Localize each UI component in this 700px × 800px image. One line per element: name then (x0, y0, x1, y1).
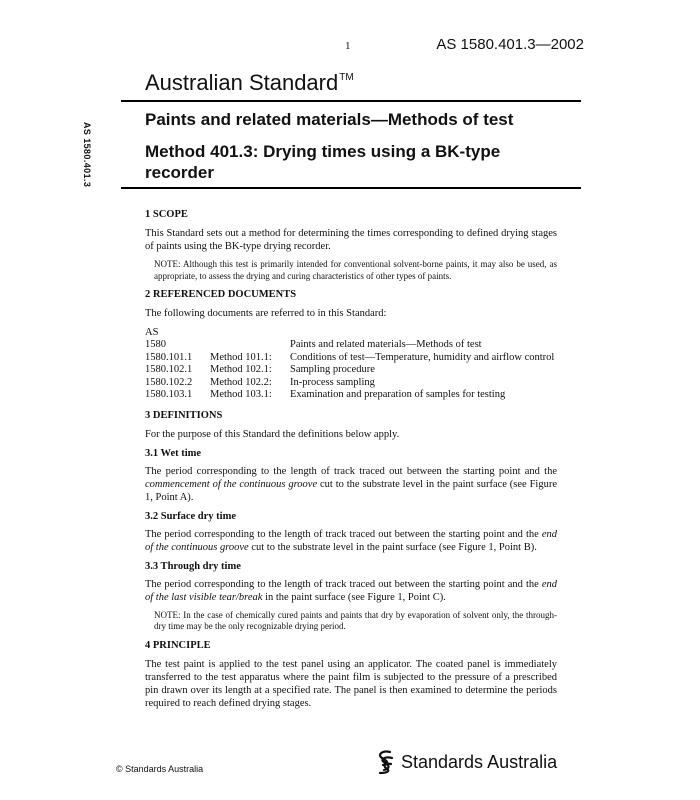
reference-title: Examination and preparation of samples for testing (290, 389, 506, 400)
paragraph: The test paint is applied to the test panel using an applicator. The coated panel is immediately transferred to the test apparatus where the paint film is subjected to the pressure of a prescribed pin drawn over its length at a specified rate. The panel is then examined to determine the periods required to reach defined drying stages. (145, 658, 557, 709)
section-heading: 4 PRINCIPLE (145, 639, 211, 651)
reference-number: 1580.101.1 (145, 351, 193, 363)
note: NOTE: In the case of chemically cured paints and paints that dry by evaporation of solvent only, the through-dry time may be the only recognizable drying period. (154, 609, 557, 631)
publisher-logo (374, 749, 557, 775)
reference-method: Method 102.1: (210, 364, 272, 375)
reference-method: Method 102.2: (210, 376, 272, 388)
reference-method: Method 101.1: (210, 351, 272, 363)
section-heading: 3 DEFINITIONS (145, 409, 223, 421)
definition-wet-time: The period corresponding to the length of track traced out between the starting point and the commencement of the continuous groove cut to the substrate level in the paint surface (see Figure 1, Point A). (145, 465, 558, 503)
paragraph: For the purpose of this Standard the definitions below apply. (145, 428, 400, 440)
paragraph: The following documents are referred to in this Standard: (145, 308, 387, 319)
side-standard-label: AS 1580.401.3 (82, 122, 92, 188)
reference-method: Method 103.1: (210, 389, 272, 400)
standard-code: AS 1580.401.3—2002 (436, 36, 584, 53)
header-rule-top (121, 100, 581, 102)
page-number: 1 (345, 40, 351, 52)
section-heading: 1 SCOPE (145, 209, 188, 220)
section-heading: 2 REFERENCED DOCUMENTS (145, 289, 297, 300)
publisher-name: Standards Australia (401, 751, 558, 772)
section-principle (145, 639, 557, 710)
reference-number: 1580.103.1 (145, 389, 193, 400)
trademark-mark: TM (339, 72, 354, 83)
subsection-heading: 3.1 Wet time (145, 447, 202, 459)
reference-row (145, 389, 557, 402)
brand-name: Australian Standard (145, 70, 339, 95)
reference-title: Paints and related materials—Methods of test (290, 339, 482, 350)
reference-prefix: AS (145, 327, 159, 338)
note: NOTE: Although this test is primarily intended for conventional solvent-borne paints, it may also be used, as appropriate, to assess the drying and curing characteristics of other types of paints. (154, 259, 557, 281)
document-title: Paints and related materials—Methods of test (145, 110, 514, 129)
reference-method (210, 339, 290, 352)
reference-title: In-process sampling (290, 376, 375, 388)
method-title: Method 401.3: Drying times using a BK-type recorder (145, 142, 501, 182)
subsection-heading: 3.2 Surface dry time (145, 510, 236, 522)
reference-table (145, 339, 557, 402)
header-rule-bottom (121, 187, 581, 189)
section-definitions (145, 409, 557, 633)
reference-number: 1580.102.1 (145, 364, 193, 375)
reference-row (145, 364, 557, 377)
reference-number: 1580 (145, 339, 166, 350)
paragraph: This Standard sets out a method for determining the times corresponding to defined drying stages of paints using the BK-type drying recorder. (145, 228, 557, 252)
section-scope (145, 208, 557, 282)
section-references (145, 288, 557, 402)
reference-title: Conditions of test—Temperature, humidity and airflow control (290, 351, 555, 363)
standards-australia-emblem-icon (374, 749, 396, 775)
definition-through-dry-time: The period corresponding to the length of track traced out between the starting point and the end of the last visible tear/break in the paint surface (see Figure 1, Point C). (145, 578, 557, 603)
reference-row (145, 377, 557, 390)
copyright-notice: © Standards Australia (116, 764, 204, 774)
reference-row (145, 352, 557, 365)
definition-surface-dry-time: The period corresponding to the length of track traced out between the starting point and the end of the continuous groove cut to the substrate level in the paint surface (see Figure 1, Point B). (145, 528, 557, 553)
brand-title (145, 70, 354, 96)
reference-title: Sampling procedure (290, 364, 375, 375)
document-body (145, 208, 557, 716)
subsection-heading: 3.3 Through dry time (145, 560, 241, 572)
reference-number: 1580.102.2 (145, 376, 193, 388)
reference-row (145, 339, 557, 352)
